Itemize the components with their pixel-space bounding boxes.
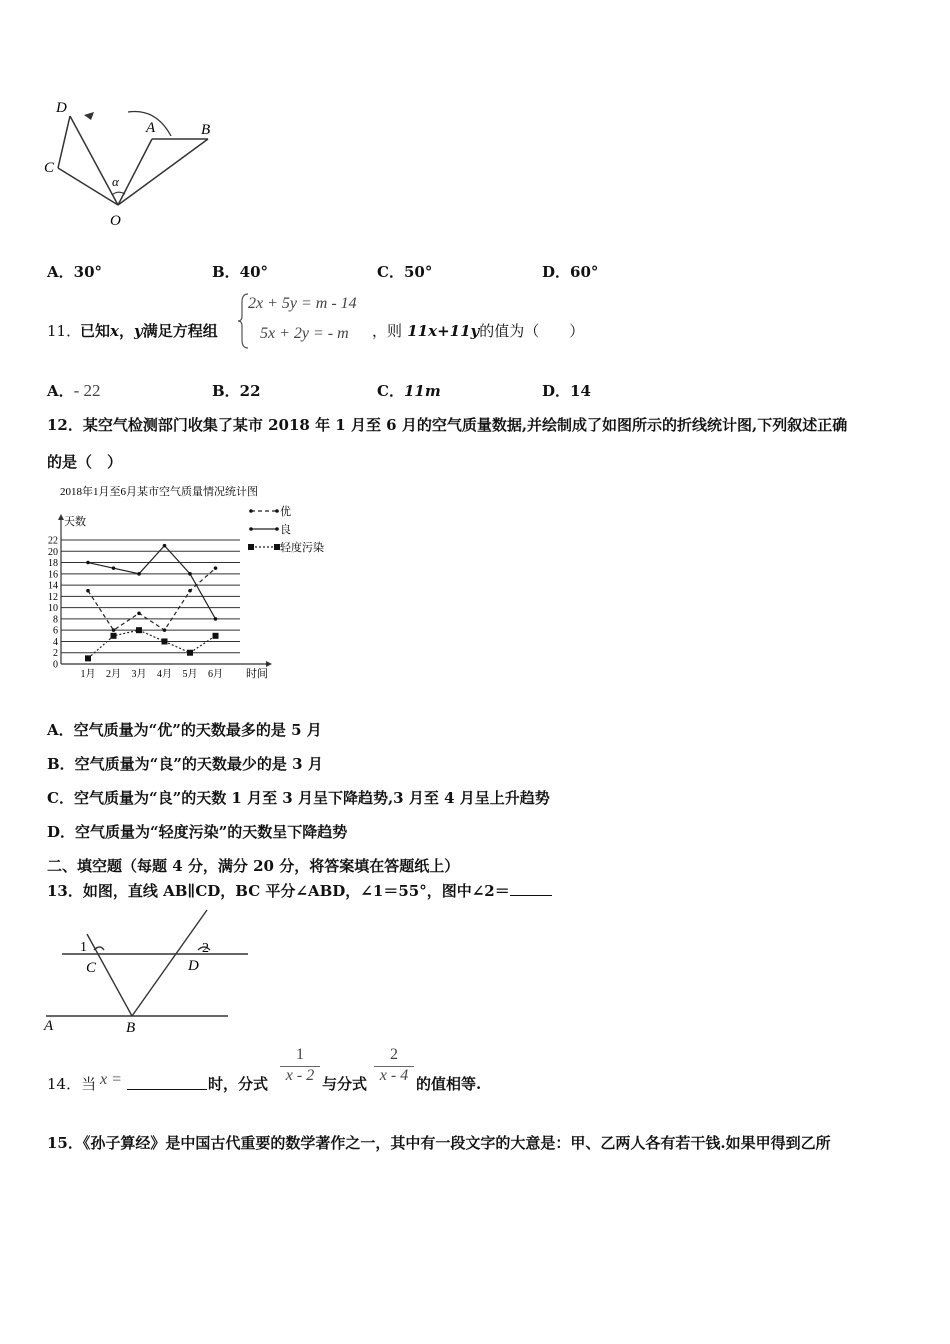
q11-option-a[interactable]: A．- 22 xyxy=(47,381,101,400)
q14-mid2: 与分式 xyxy=(322,1075,368,1093)
point-C-label: C xyxy=(86,960,97,976)
label-D: D xyxy=(56,100,67,116)
y-tick-label: 16 xyxy=(48,569,58,581)
angle-2-label: 2 xyxy=(202,941,209,956)
y-tick-label: 2 xyxy=(53,648,58,660)
series-point xyxy=(137,611,141,615)
series-point xyxy=(163,628,167,632)
q14-end: 的值相等. xyxy=(416,1075,482,1093)
series-point xyxy=(112,566,116,570)
air-quality-line-chart xyxy=(38,480,338,690)
q14-mid: 时，分式 xyxy=(208,1075,269,1093)
x-tick-label: 5月 xyxy=(182,669,198,680)
label-O: O xyxy=(110,213,121,229)
q12-stem-line1: 12．某空气检测部门收集了某市 2018 年 1 月至 6 月的空气质量数据,并绘制成了如图所示的折线统计图,下列叙述正确 xyxy=(47,416,848,434)
label-alpha: α xyxy=(112,174,119,189)
q11-equation-1: 2x + 5y = m - 14 xyxy=(248,295,357,312)
label-C: C xyxy=(44,160,55,176)
y-tick-label: 4 xyxy=(53,636,58,648)
series-point xyxy=(86,561,90,565)
y-tick-label: 8 xyxy=(53,614,58,626)
angle-1-label: 1 xyxy=(80,940,87,955)
y-tick-label: 22 xyxy=(48,535,58,547)
legend-label: 良 xyxy=(280,524,291,536)
q12-stem-line2: 的是（ ） xyxy=(47,453,123,471)
chart-title: 2018年1月至6月某市空气质量情况统计图 xyxy=(60,486,258,498)
series-point xyxy=(163,544,167,548)
x-tick-label: 3月 xyxy=(131,669,147,680)
point-B-label: B xyxy=(126,1020,136,1036)
q13-stem: 13．如图，直线 AB∥CD，BC 平分∠ABD，∠1＝55°，图中∠2＝ xyxy=(47,880,552,901)
y-tick-label: 14 xyxy=(48,580,58,592)
legend-marker xyxy=(248,544,254,550)
q14-fraction-1: 1 x - 2 xyxy=(280,1046,320,1085)
q15-stem: 15．《孙子算经》是中国古代重要的数学著作之一，其中有一段文字的大意是：甲、乙两人各有若干钱.如果甲得到乙所 xyxy=(47,1134,831,1152)
legend-marker xyxy=(249,509,253,513)
series-point xyxy=(86,589,90,593)
rotation-arrow-icon xyxy=(84,112,94,120)
series-point xyxy=(214,566,218,570)
series-point xyxy=(188,572,192,576)
parallel-lines-figure xyxy=(42,906,252,1036)
chart-xlabel: 时间 xyxy=(246,668,268,680)
series-point xyxy=(85,655,91,661)
x-axis-arrow-icon xyxy=(266,661,272,667)
q12-option-d[interactable]: D．空气质量为“轻度污染”的天数呈下降趋势 xyxy=(47,823,348,841)
label-A: A xyxy=(146,120,156,136)
q10-option-c[interactable]: C．50° xyxy=(377,263,433,281)
y-tick-label: 18 xyxy=(48,558,58,570)
legend-marker xyxy=(275,509,279,513)
x-tick-label: 1月 xyxy=(80,669,96,680)
q10-option-a[interactable]: A．30° xyxy=(47,263,103,281)
legend-label: 优 xyxy=(280,506,291,518)
q11-number: 11． xyxy=(47,322,82,340)
q10-option-d[interactable]: D．60° xyxy=(542,263,599,281)
q11-option-c[interactable]: C．11m xyxy=(377,382,441,400)
x-tick-label: 2月 xyxy=(106,669,121,680)
q13-answer-blank[interactable] xyxy=(510,895,552,896)
legend-marker xyxy=(249,527,253,531)
x-tick-label: 6月 xyxy=(208,669,223,680)
point-D-label: D xyxy=(188,958,199,974)
q14-fraction-2: 2 x - 4 xyxy=(374,1046,414,1085)
legend-label: 轻度污染 xyxy=(280,542,324,554)
q14-var: x = xyxy=(100,1071,122,1088)
angle-figure xyxy=(38,92,228,234)
series-point xyxy=(214,617,218,621)
q10-option-b[interactable]: B．40° xyxy=(212,263,269,281)
q11-equation-2: 5x + 2y = - m xyxy=(260,325,349,342)
y-tick-label: 12 xyxy=(48,591,58,603)
y-tick-label: 10 xyxy=(48,603,58,615)
q14-answer-blank[interactable] xyxy=(127,1073,207,1090)
series-point xyxy=(111,633,117,639)
x-tick-label: 4月 xyxy=(157,669,172,680)
q11-stem: 已知x，y满足方程组 xyxy=(80,322,218,340)
y-tick-label: 0 xyxy=(53,659,58,671)
q11-option-b[interactable]: B．22 xyxy=(212,382,261,400)
q11-stem-post: ，则 11x+11y的值为（ ） xyxy=(372,322,585,340)
series-point xyxy=(213,633,219,639)
q14-prefix: 14．当 xyxy=(47,1075,97,1093)
series-point xyxy=(188,589,192,593)
chart-ylabel: 天数 xyxy=(64,516,86,528)
series-point xyxy=(112,628,116,632)
series-point xyxy=(136,627,142,633)
y-tick-label: 20 xyxy=(48,546,58,558)
series-line-2 xyxy=(88,630,216,658)
section2-header: 二、填空题（每题 4 分，满分 20 分，将答案填在答题纸上） xyxy=(47,857,460,875)
label-B: B xyxy=(201,122,211,138)
series-line-0 xyxy=(88,568,216,630)
q12-option-b[interactable]: B．空气质量为“良”的天数最少的是 3 月 xyxy=(47,755,323,773)
q11-option-d[interactable]: D．14 xyxy=(542,382,591,400)
series-point xyxy=(187,650,193,656)
series-point xyxy=(137,572,141,576)
q12-option-c[interactable]: C．空气质量为“良”的天数 1 月至 3 月呈下降趋势,3 月至 4 月呈上升趋势 xyxy=(47,789,550,807)
q12-option-a[interactable]: A．空气质量为“优”的天数最多的是 5 月 xyxy=(47,721,322,739)
y-tick-label: 6 xyxy=(53,625,58,637)
point-A-label: A xyxy=(44,1018,54,1034)
series-point xyxy=(162,638,168,644)
legend-marker xyxy=(275,527,279,531)
